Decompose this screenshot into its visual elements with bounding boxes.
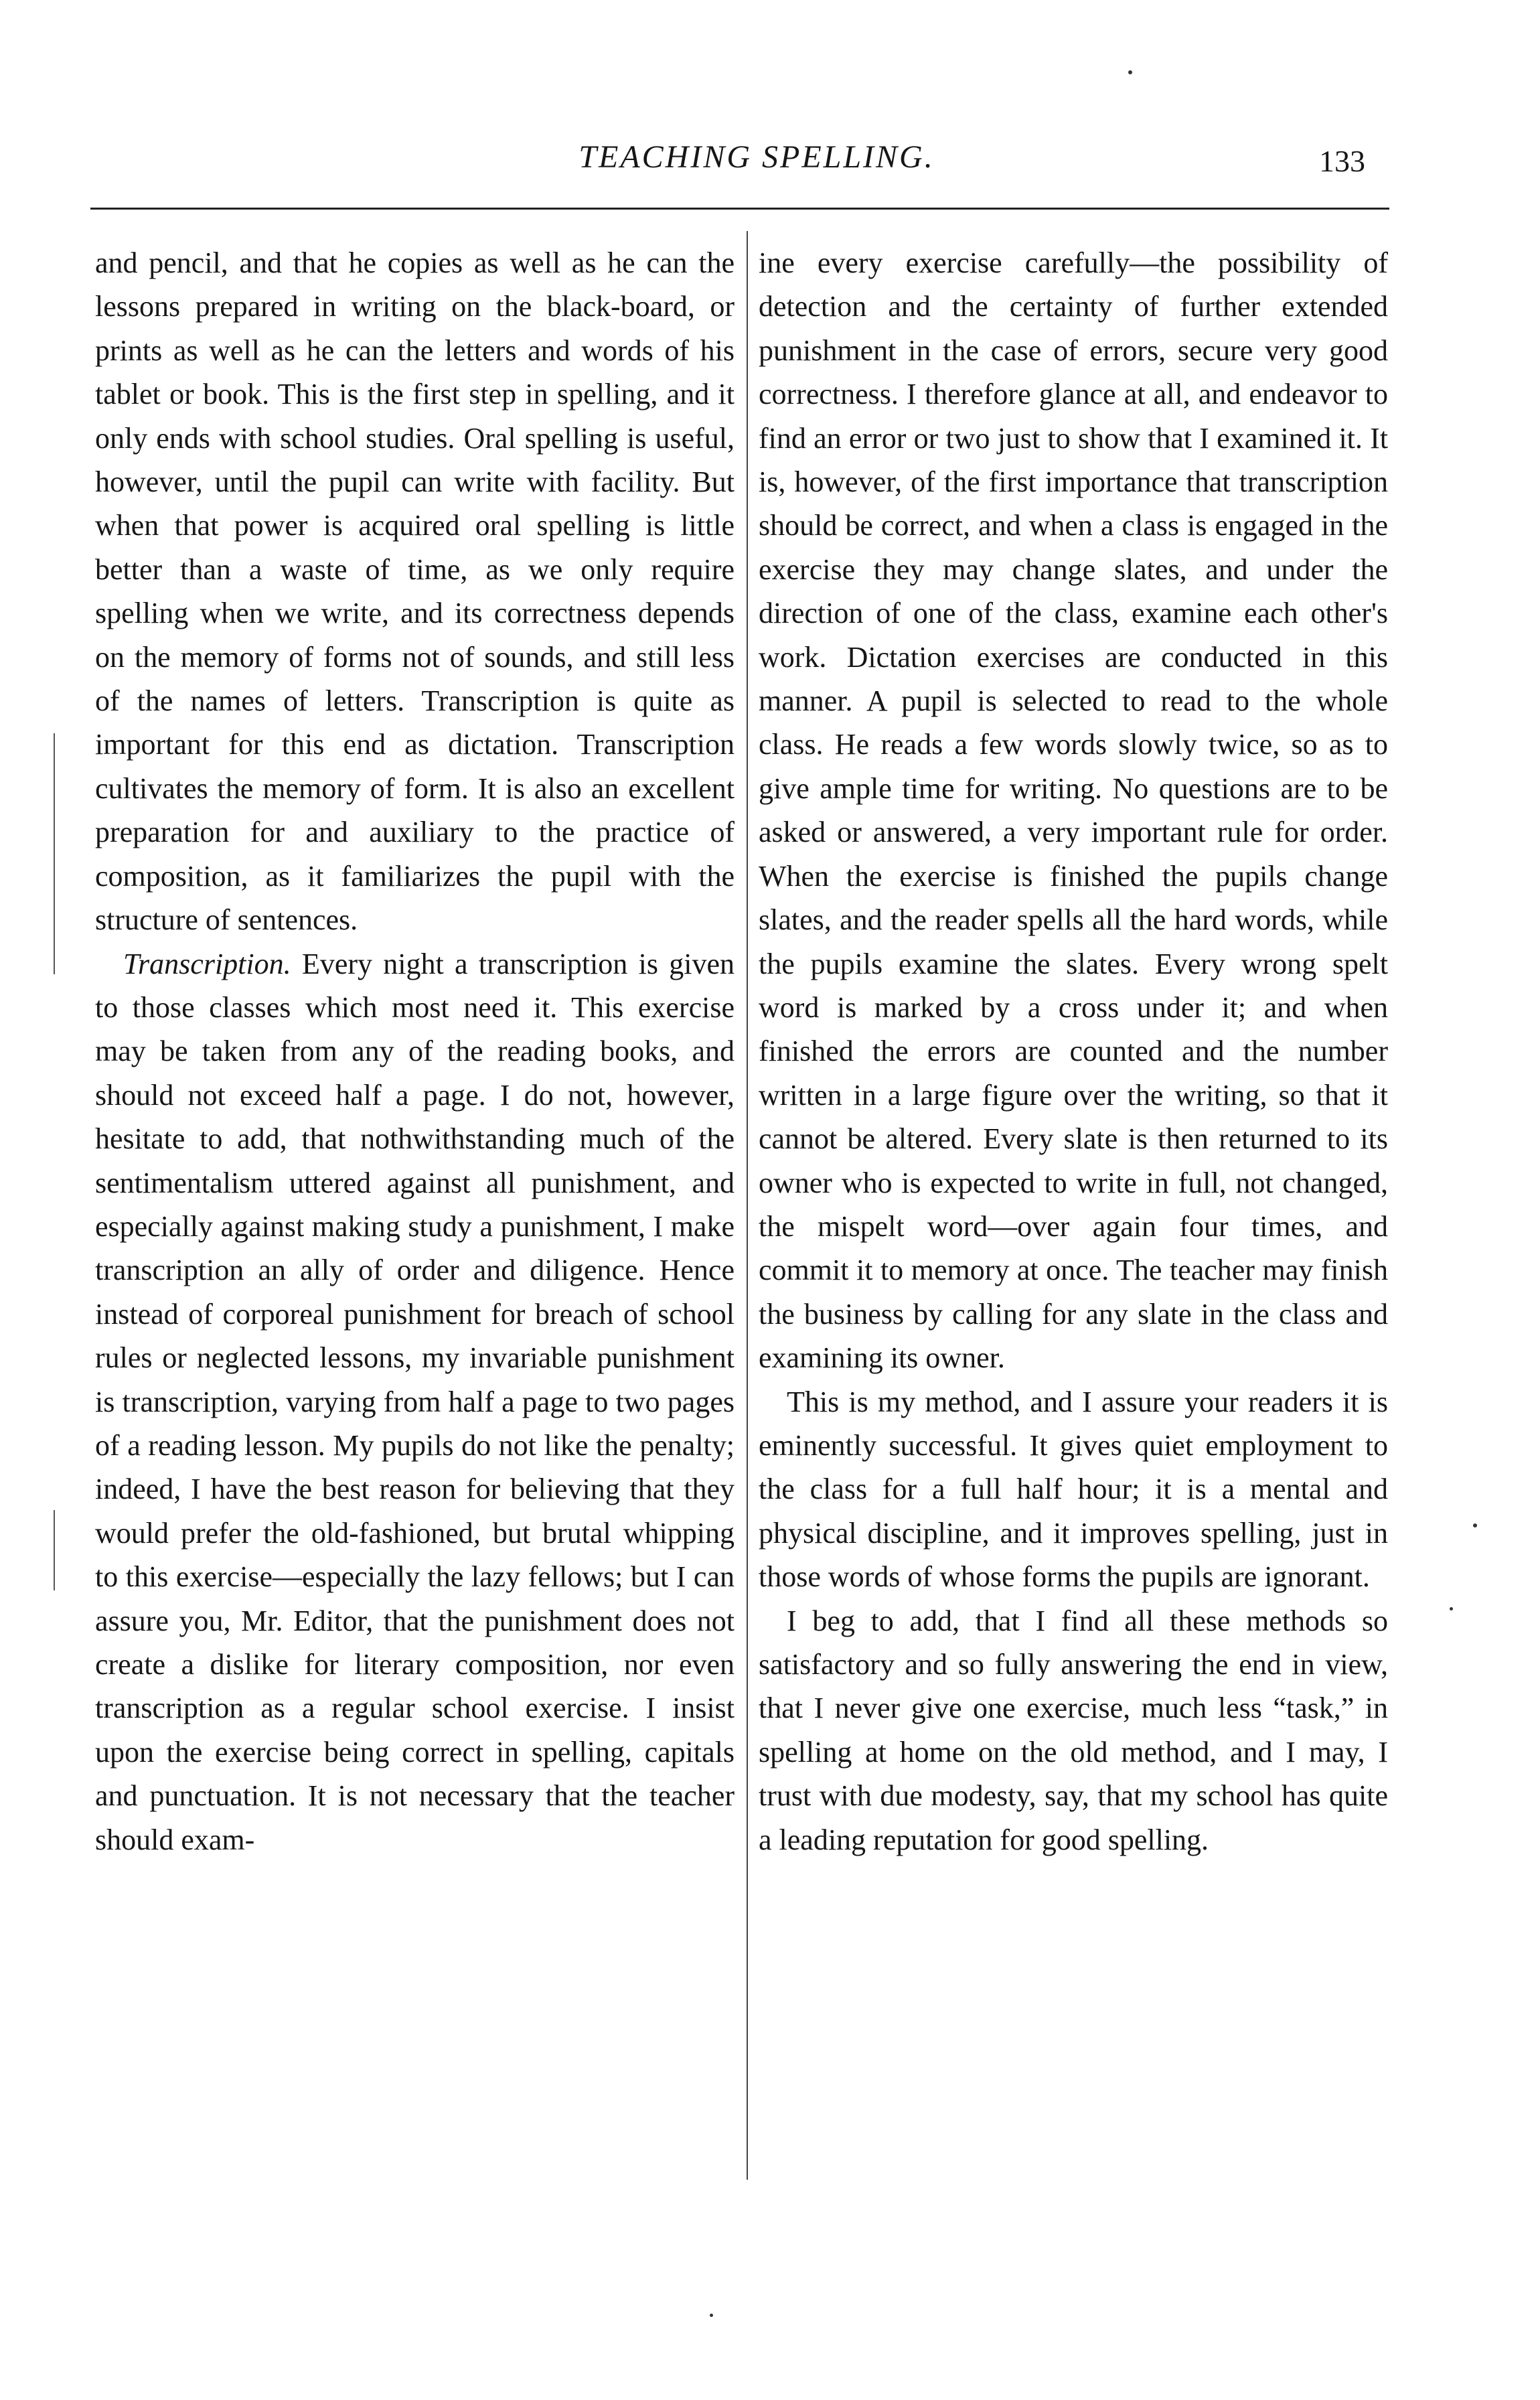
paragraph: This is my method, and I assure your readers it is eminently successful. It gives quiet employment to the class for a full half hour; it is a mental and physical discipline, and it improves spelling, just in those words of whose forms the pupils are ignorant. <box>759 1385 1388 1594</box>
page-number: 133 <box>1319 144 1365 178</box>
run-in-heading: Transcription. <box>123 947 291 980</box>
margin-mark <box>54 1510 55 1590</box>
print-speck <box>1128 70 1132 74</box>
print-speck <box>1473 1523 1477 1527</box>
paragraph: ine every exercise carefully—the possibility of detection and the certainty of further extended punishment in the case of errors, secure very good correctness. I therefore glance at all, and endeavor to find an error or two just to show that I examined it. It is, however, of the first importance that transcription should be correct, and when a class is engaged in the exercise they may change slates, and under the direction of one of the class, examine each other's work. Dictation exercises are conducted in this manner. A pupil is selected to read to the whole class. He reads a few words slowly twice, so as to give ample time for writing. No questions are to be asked or answered, a very important rule for order. When the exercise is finished the pupils change slates, and the reader spells all the hard words, while the pupils examine the slates. Every wrong spelt word is marked by a cross under it; and when finished the errors are counted and the number written in a large figure over the writing, so that it cannot be altered. Every slate is then returned to its owner who is expected to write in full, not changed, the mispelt word—over again four times, and commit it to memory at once. The teacher may finish the business by calling for any slate in the class and examining its owner. <box>759 246 1388 1375</box>
paragraph: I beg to add, that I find all these methods so satisfactory and so fully answering the end in view, that I never give one exercise, much less “task,” in spelling at home on the old method, and I may, I trust with due modesty, say, that my school has quite a leading reputation for good spelling. <box>759 1604 1388 1856</box>
paragraph: and pencil, and that he copies as well as he can the lessons prepared in writing on the black-board, or prints as well as he can the letters and words of his tablet or book. This is the first step in spelling, and it only ends with school studies. Oral spelling is useful, however, until the pupil can write with facility. But when that power is acquired oral spelling is little better than a waste of time, as we only require spelling when we write, and its correctness depends on the memory of forms not of sounds, and still less of the names of letters. Transcription is quite as important for this end as dictation. Transcription cultivates the memory of form. It is also an excellent preparation for and auxiliary to the practice of composition, as it familiarizes the pupil with the structure of sentences. <box>95 246 735 937</box>
paragraph-text: Every night a transcription is given to those classes which most need it. This exercise may be taken from any of the reading books, and should not exceed half a page. I do not, however, hesitate to add, that nothwithstanding much of the sentimentalism uttered against all punishment, and especially against making study a punishment, I make transcription an ally of order and diligence. Hence instead of corporeal punishment for breach of school rules or neglected lessons, my invariable punishment is transcription, varying from half a page to two pages of a reading lesson. My pupils do not like the penalty; indeed, I have the best reason for believing that they would prefer the old-fashioned, but brutal whipping to this exercise—especially the lazy fellows; but I can assure you, Mr. Editor, that the punishment does not create a dislike for literary composition, nor even transcription as a regular school exercise. I insist upon the exercise being correct in spelling, capitals and punctuation. It is not necessary that the teacher should exam- <box>95 947 735 1856</box>
paragraph <box>95 942 735 1862</box>
running-title: TEACHING SPELLING. <box>579 139 935 175</box>
right-column <box>759 241 1388 2357</box>
print-speck <box>1450 1607 1453 1610</box>
left-column <box>95 241 735 2357</box>
print-speck <box>710 2314 713 2317</box>
header-rule <box>90 208 1389 210</box>
running-head <box>0 137 1540 184</box>
column-divider <box>747 231 748 2180</box>
margin-mark <box>54 733 55 974</box>
